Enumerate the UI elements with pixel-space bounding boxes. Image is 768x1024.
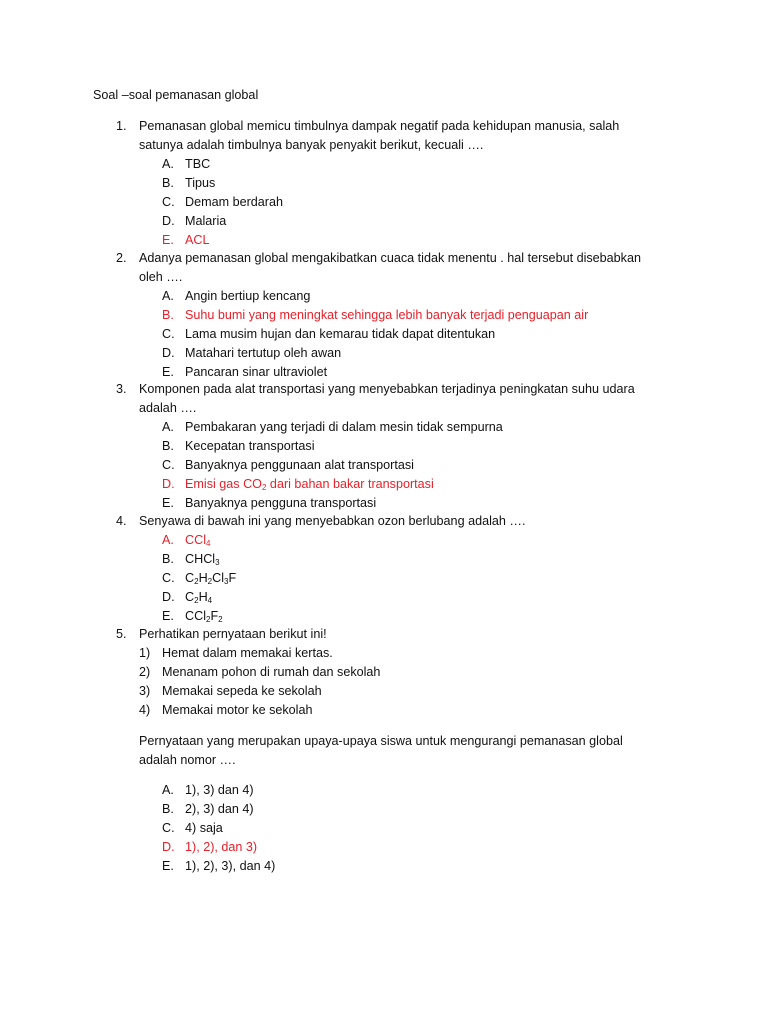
question-text: Senyawa di bawah ini yang menyebabkan ozon berlubang adalah ….	[139, 514, 526, 528]
option-e: E. 1), 2), 3), dan 4)	[162, 859, 276, 873]
option-e: E. $CCl_2F_2$	[162, 609, 223, 624]
option-d-correct: D. Emisi gas $CO_2$ dari bahan bakar transportasi	[162, 477, 434, 492]
option-b: B. 2), 3) dan 4)	[162, 802, 254, 816]
statement-list	[0, 644, 768, 720]
question-number: 2.	[116, 251, 127, 265]
option-a-correct: A. CCl$_4$	[162, 533, 211, 548]
option-list	[0, 781, 768, 876]
option-c: C. Banyaknya penggunaan alat transportasi	[162, 458, 414, 472]
statement-item: 1) Hemat dalam memakai kertas.	[139, 646, 333, 660]
option-c: C. Demam berdarah	[162, 195, 283, 209]
formula-ccl2f2: $CCl_2F_2$	[185, 609, 223, 624]
question-text: Komponen pada alat transportasi yang menyebabkan terjadinya peningkatan suhu udara adalah ….	[139, 382, 635, 415]
question-text: Adanya pemanasan global mengakibatkan cuaca tidak menentu . hal tersebut disebabkan oleh ….	[139, 251, 641, 284]
document-title: Soal –soal pemanasan global	[93, 88, 259, 102]
question-number: 5.	[116, 627, 127, 641]
option-e: E. Pancaran sinar ultraviolet	[162, 365, 328, 379]
option-d: D. $C_2H_4$	[162, 590, 213, 605]
question-text: Perhatikan pernyataan berikut ini!	[139, 627, 327, 641]
option-a: A. TBC	[162, 157, 211, 171]
option-c: C. Lama musim hujan dan kemarau tidak dapat ditentukan	[162, 327, 496, 341]
option-b: B. CHCl$_3$	[162, 552, 220, 567]
option-c: C. $C_2H_2Cl_3F$	[162, 571, 237, 586]
option-b: B. Kecepatan transportasi	[162, 439, 315, 453]
option-e: E. Banyaknya pengguna transportasi	[162, 496, 377, 510]
question-2	[0, 249, 768, 382]
option-a: A. Angin bertiup kencang	[162, 289, 311, 303]
option-d-correct: D. 1), 2), dan 3)	[162, 840, 258, 854]
statement-item: 3) Memakai sepeda ke sekolah	[139, 684, 322, 698]
question-5	[0, 625, 768, 876]
statement-item: 2) Menanam pohon di rumah dan sekolah	[139, 665, 381, 679]
option-e-correct: E. ACL	[162, 233, 210, 247]
option-c: C. 4) saja	[162, 821, 223, 835]
formula-ccl4: CCl$_4$	[185, 533, 211, 548]
question-text: Pemanasan global memicu timbulnya dampak negatif pada kehidupan manusia, salah satunya adalah timbulnya banyak penyakit berikut, kecuali ….	[139, 119, 620, 152]
option-list	[0, 155, 768, 250]
question-4	[0, 512, 768, 626]
option-list	[0, 531, 768, 626]
question-number: 4.	[116, 514, 127, 528]
statement-item: 4) Memakai motor ke sekolah	[139, 703, 313, 717]
option-d: D. Malaria	[162, 214, 227, 228]
option-d: D. Matahari tertutup oleh awan	[162, 346, 342, 360]
formula-c2h4: $C_2H_4$	[185, 590, 213, 605]
option-list	[0, 418, 768, 513]
option-b: B. Tipus	[162, 176, 216, 190]
question-3	[0, 380, 768, 513]
option-a: A. 1), 3) dan 4)	[162, 783, 254, 797]
formula-c2h2cl3f: $C_2H_2Cl_3F$	[185, 571, 237, 586]
question-number: 3.	[116, 382, 127, 396]
question-number: 1.	[116, 119, 127, 133]
question-1	[0, 117, 768, 250]
formula-chcl3: CHCl$_3$	[185, 552, 220, 567]
option-b-correct: B. Suhu bumi yang meningkat sehingga lebih banyak terjadi penguapan air	[162, 308, 589, 322]
option-a: A. Pembakaran yang terjadi di dalam mesin tidak sempurna	[162, 420, 503, 434]
option-list	[0, 287, 768, 382]
question-prompt: Pernyataan yang merupakan upaya-upaya siswa untuk mengurangi pemanasan global adalah nomor ….	[139, 734, 623, 767]
